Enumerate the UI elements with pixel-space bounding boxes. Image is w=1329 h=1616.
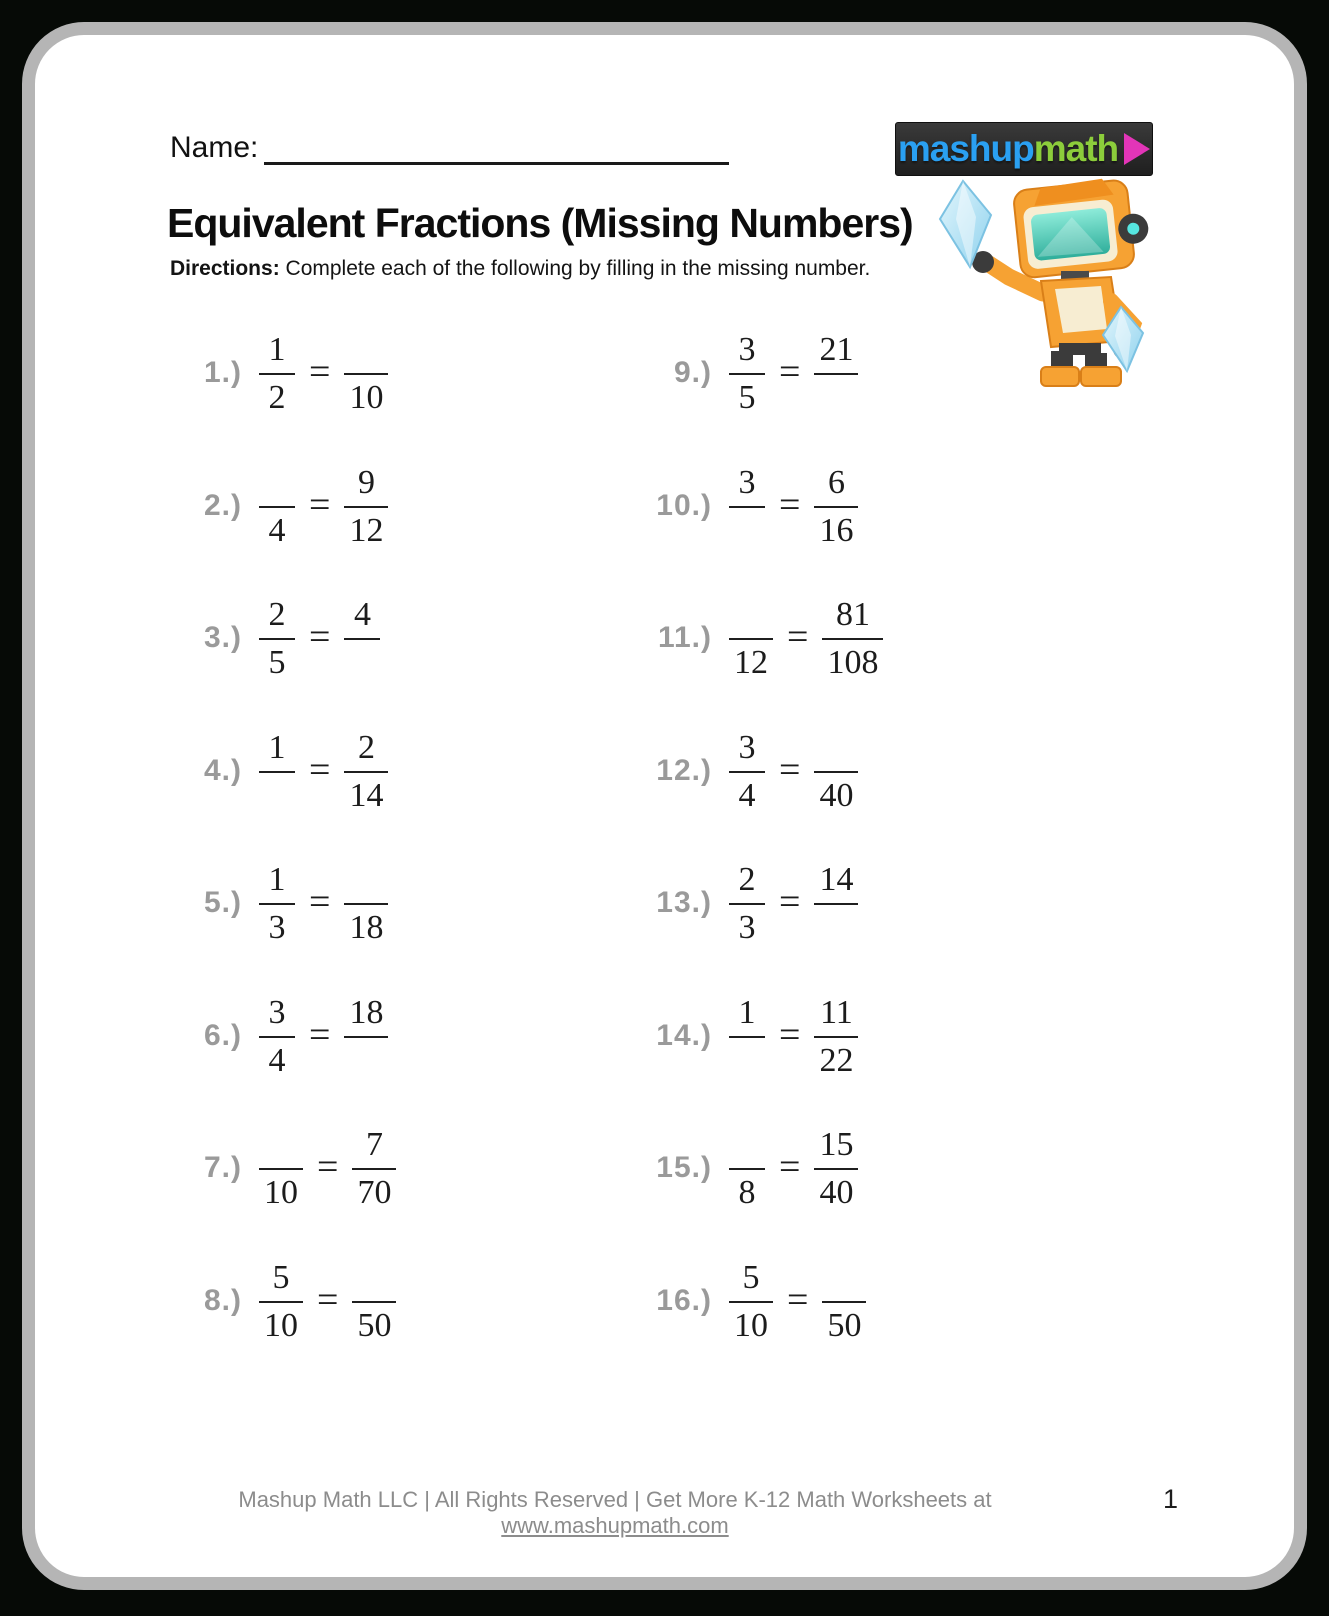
numerator-left (259, 1122, 303, 1168)
fraction-right (344, 460, 388, 552)
problem-number: 14.) (656, 1018, 712, 1052)
problem-number: 1.) (203, 356, 242, 390)
fraction-right (344, 592, 380, 684)
problem-number: 6.) (203, 1018, 242, 1052)
fraction-left (729, 460, 765, 552)
numerator-right: 14 (819, 861, 854, 899)
numerator-left: 1 (268, 728, 286, 766)
page-title: Equivalent Fractions (Missing Numbers) (167, 200, 913, 246)
fraction-left (259, 857, 295, 949)
equals-sign: = (787, 1278, 809, 1321)
numerator-left (729, 592, 773, 638)
problem-number: 2.) (203, 488, 242, 522)
problems-column-left (170, 307, 630, 1367)
equals-sign: = (309, 881, 331, 924)
fraction-right (814, 1122, 858, 1214)
denominator-left: 5 (259, 638, 295, 684)
denominator-left: 8 (729, 1168, 765, 1214)
problem-row (640, 1102, 1100, 1235)
equation (729, 1122, 858, 1214)
denominator-right: 40 (814, 771, 858, 817)
numerator-right: 9 (357, 463, 375, 501)
denominator-right: 40 (814, 1168, 858, 1214)
name-row (170, 131, 729, 165)
problem-number: 3.) (203, 621, 242, 655)
problem-row (170, 1102, 630, 1235)
fraction-left (729, 592, 773, 684)
logo-text-math: math (1033, 128, 1119, 169)
denominator-right: 22 (814, 1036, 858, 1082)
denominator-left: 4 (259, 1036, 295, 1082)
denominator-left: 10 (259, 1168, 303, 1214)
numerator-right (344, 327, 388, 373)
fraction-right (814, 857, 858, 949)
fraction-right (814, 327, 858, 419)
problem-number: 5.) (203, 886, 242, 920)
directions-label: Directions: (170, 257, 280, 280)
equation (259, 857, 388, 949)
denominator-left (729, 506, 765, 552)
denominator-right: 50 (822, 1301, 866, 1347)
problem-number: 12.) (656, 753, 712, 787)
fraction-left (259, 327, 295, 419)
problem-row (170, 837, 630, 970)
fraction-left (259, 592, 295, 684)
denominator-right: 50 (352, 1301, 396, 1347)
fraction-left (259, 460, 295, 552)
problem-row (640, 572, 1100, 705)
footer (140, 1487, 1090, 1539)
numerator-left: 2 (268, 596, 286, 634)
equals-sign: = (309, 351, 331, 394)
name-label: Name: (170, 131, 259, 164)
equation (259, 327, 388, 419)
numerator-right: 81 (835, 596, 870, 634)
denominator-left: 12 (729, 638, 773, 684)
fraction-left (259, 1122, 303, 1214)
denominator-left: 4 (259, 506, 295, 552)
equation (729, 327, 858, 419)
numerator-right (814, 725, 858, 771)
denominator-left: 5 (729, 373, 765, 419)
numerator-left: 2 (738, 861, 756, 899)
problem-row (170, 1235, 630, 1368)
equals-sign: = (787, 616, 809, 659)
problem-row (170, 970, 630, 1103)
footer-text: Mashup Math LLC | All Rights Reserved | Get More K-12 Math Worksheets at (238, 1487, 992, 1512)
equals-sign: = (317, 1146, 339, 1189)
numerator-left: 1 (738, 993, 756, 1031)
numerator-left: 5 (742, 1258, 760, 1296)
numerator-left (729, 1122, 765, 1168)
numerator-right: 4 (353, 596, 371, 634)
denominator-right: 14 (344, 771, 388, 817)
fraction-right (814, 990, 858, 1082)
fraction-left (259, 725, 295, 817)
denominator-right (344, 1036, 388, 1082)
equals-sign: = (309, 1013, 331, 1056)
numerator-right (822, 1255, 866, 1301)
problem-row (170, 572, 630, 705)
equals-sign: = (779, 1146, 801, 1189)
denominator-left: 10 (729, 1301, 773, 1347)
problem-row (170, 440, 630, 573)
fraction-left (259, 990, 295, 1082)
equation (259, 460, 388, 552)
worksheet-page (22, 22, 1307, 1590)
numerator-right: 11 (820, 993, 853, 1031)
directions-text: Complete each of the following by filling in the missing number. (279, 257, 871, 280)
denominator-left: 3 (729, 903, 765, 949)
denominator-left (259, 771, 295, 817)
fraction-right (822, 592, 883, 684)
name-blank-line (264, 131, 729, 165)
denominator-right (814, 373, 858, 419)
fraction-left (729, 857, 765, 949)
equation (729, 592, 883, 684)
problem-number: 11.) (657, 621, 712, 655)
fraction-right (814, 725, 858, 817)
problem-number: 10.) (656, 488, 712, 522)
fraction-left (729, 1255, 773, 1347)
equation (259, 592, 380, 684)
equation (259, 1255, 396, 1347)
problem-row (640, 837, 1100, 970)
equation (259, 725, 388, 817)
numerator-left: 1 (268, 331, 286, 369)
equation (729, 990, 858, 1082)
problem-row (640, 705, 1100, 838)
problems-column-right (640, 307, 1100, 1367)
equals-sign: = (317, 1278, 339, 1321)
problem-row (640, 970, 1100, 1103)
denominator-right: 10 (344, 373, 388, 419)
problems-grid (170, 307, 1170, 1369)
numerator-right (352, 1255, 396, 1301)
problem-number: 15.) (656, 1151, 712, 1185)
fraction-right (352, 1122, 396, 1214)
numerator-right: 6 (827, 463, 845, 501)
equals-sign: = (779, 748, 801, 791)
directions (170, 257, 870, 281)
equation (259, 1122, 396, 1214)
fraction-left (729, 725, 765, 817)
equation (729, 857, 858, 949)
problem-number: 8.) (203, 1283, 242, 1317)
numerator-right: 15 (819, 1126, 854, 1164)
denominator-right: 16 (814, 506, 858, 552)
denominator-left: 10 (259, 1301, 303, 1347)
fraction-right (352, 1255, 396, 1347)
problem-row (640, 1235, 1100, 1368)
numerator-right: 2 (357, 728, 375, 766)
fraction-right (344, 725, 388, 817)
numerator-left: 3 (268, 993, 286, 1031)
robot-head (1012, 174, 1152, 278)
equals-sign: = (309, 748, 331, 791)
fraction-right (814, 460, 858, 552)
denominator-left: 2 (259, 373, 295, 419)
fraction-left (259, 1255, 303, 1347)
numerator-left: 3 (738, 463, 756, 501)
denominator-right (814, 903, 858, 949)
denominator-right: 12 (344, 506, 388, 552)
fraction-left (729, 990, 765, 1082)
equation (259, 990, 388, 1082)
problem-number: 4.) (203, 753, 242, 787)
fraction-right (344, 857, 388, 949)
fraction-left (729, 1122, 765, 1214)
equals-sign: = (309, 616, 331, 659)
numerator-left: 1 (268, 861, 286, 899)
equals-sign: = (779, 483, 801, 526)
equals-sign: = (779, 1013, 801, 1056)
equation (729, 1255, 866, 1347)
problem-row (640, 440, 1100, 573)
numerator-left (259, 460, 295, 506)
footer-link[interactable]: www.mashupmath.com (501, 1513, 729, 1538)
problem-row (170, 705, 630, 838)
denominator-right: 18 (344, 903, 388, 949)
problem-row (170, 307, 630, 440)
problem-row (640, 307, 1100, 440)
mashupmath-logo (895, 122, 1153, 176)
equation (729, 460, 858, 552)
numerator-right: 7 (365, 1126, 383, 1164)
logo-text-mashup: mashup (897, 128, 1034, 169)
problem-number: 16.) (656, 1283, 712, 1317)
numerator-right: 21 (819, 331, 854, 369)
denominator-left: 3 (259, 903, 295, 949)
denominator-right (344, 638, 380, 684)
numerator-left: 3 (738, 331, 756, 369)
equals-sign: = (309, 483, 331, 526)
denominator-left (729, 1036, 765, 1082)
denominator-right: 108 (822, 638, 883, 684)
equals-sign: = (779, 351, 801, 394)
numerator-left: 3 (738, 728, 756, 766)
problem-number: 7.) (203, 1151, 242, 1185)
numerator-left: 5 (272, 1258, 290, 1296)
fraction-right (344, 990, 388, 1082)
problem-number: 9.) (673, 356, 712, 390)
fraction-right (822, 1255, 866, 1347)
fraction-right (344, 327, 388, 419)
play-triangle-icon (1124, 133, 1150, 165)
problem-number: 13.) (656, 886, 712, 920)
numerator-right: 18 (349, 993, 384, 1031)
denominator-right: 70 (352, 1168, 396, 1214)
numerator-right (344, 857, 388, 903)
equation (729, 725, 858, 817)
fraction-left (729, 327, 765, 419)
equals-sign: = (779, 881, 801, 924)
page-number: 1 (1163, 1484, 1179, 1514)
denominator-left: 4 (729, 771, 765, 817)
